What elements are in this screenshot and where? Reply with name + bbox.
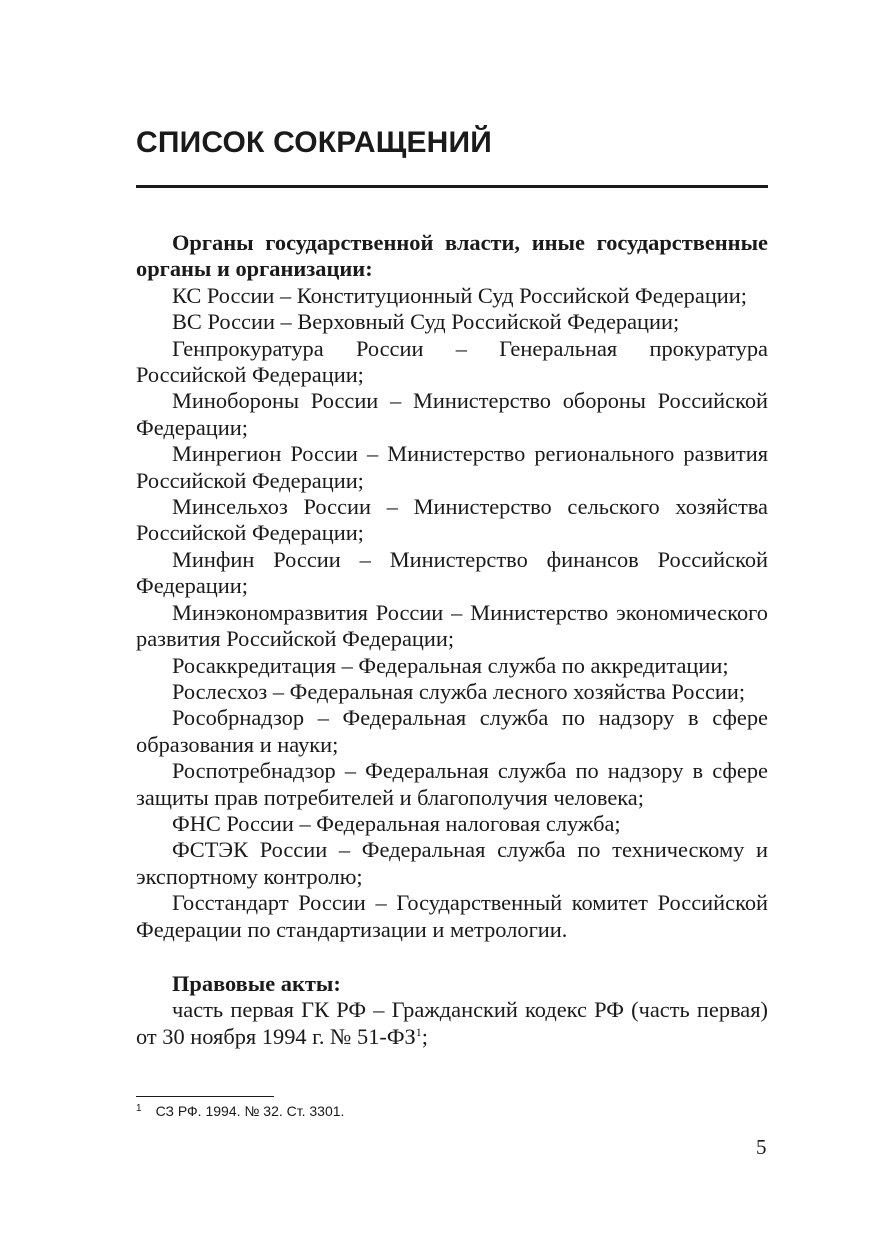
title-underline <box>136 185 768 188</box>
abbreviation-entry: Росаккредитация – Федеральная служба по аккредитации; <box>172 652 729 678</box>
section-heading-authorities: Органы государственной власти, иные государственные органы и организации: <box>136 230 768 282</box>
page-number: 5 <box>756 1135 767 1159</box>
abbreviation-entry: Минфин России – Министерство финансов Российской Федерации; <box>136 546 768 599</box>
abbreviation-entry: Минрегион России – Министерство регионального развития Российской Федерации; <box>136 441 768 493</box>
abbreviation-entry: ВС России – Верховный Суд Российской Федерации; <box>172 309 680 335</box>
page-title: СПИСОК СОКРАЩЕНИЙ <box>136 126 493 159</box>
abbreviation-entry: Генпрокуратура России – Генеральная прокуратура Российской Федерации; <box>136 335 768 388</box>
section-spacer <box>136 943 768 971</box>
abbreviation-entry: ФНС России – Федеральная налоговая служба; <box>172 810 621 836</box>
abbreviation-entry: Минсельхоз России – Министерство сельского хозяйства Российской Федерации; <box>136 494 768 546</box>
legal-act-entry-text: часть первая ГК РФ – Гражданский кодекс РФ (часть первая) от 30 ноября 1994 г. № 51-ФЗ <box>136 997 768 1049</box>
abbreviation-entry: Минобороны России – Министерство обороны Российской Федерации; <box>136 388 768 440</box>
abbreviation-entry: Госстандарт России – Государственный комитет Российской Федерации по стандартизации и метрологии. <box>136 890 768 942</box>
legal-act-entry-punctuation: ; <box>421 1023 428 1049</box>
footnote-mark: 1 <box>136 1103 142 1114</box>
legal-act-entry <box>136 997 768 1050</box>
footnote-separator <box>136 1096 274 1097</box>
footnote-reference[interactable]: 1 <box>415 1024 422 1039</box>
abbreviations-body <box>136 230 768 1050</box>
footnote <box>136 1100 768 1120</box>
abbreviation-entry: ФСТЭК России – Федеральная служба по техническому и экспортному контролю; <box>136 837 768 889</box>
abbreviation-entry: Минэкономразвития России – Министерство экономического развития Российской Федерации; <box>136 599 768 652</box>
abbreviation-entry: Рослесхоз – Федеральная служба лесного хозяйства России; <box>172 678 746 704</box>
abbreviation-entry: Рособрнадзор – Федеральная служба по надзору в сфере образования и науки; <box>136 705 768 757</box>
abbreviation-entry: КС России – Конституционный Суд Российской Федерации; <box>172 282 747 308</box>
footnote-text: СЗ РФ. 1994. № 32. Ст. 3301. <box>155 1103 345 1119</box>
section-heading-legal-acts: Правовые акты: <box>172 970 341 996</box>
abbreviation-entry: Роспотребнадзор – Федеральная служба по надзору в сфере защиты прав потребителей и благополучия человека; <box>136 758 768 810</box>
